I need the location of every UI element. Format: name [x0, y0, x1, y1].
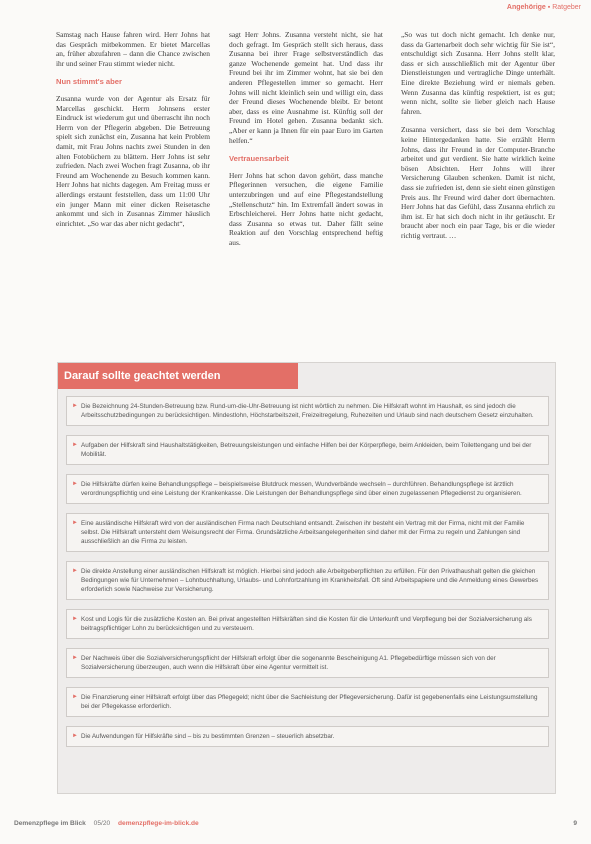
- bullet-arrow-icon: ►: [72, 520, 78, 526]
- info-box-item-text: Kost und Logis für die zusätzliche Kosten an. Bei privat angestellten Hilfskräften sind die Kosten für die Unterkunft und Verpflegung bei der Sozialversicherung als beitragspflichtiger Lohn zu berücksichtigen und zu versteuern.: [81, 616, 532, 632]
- info-box-item: [66, 726, 549, 747]
- bullet-arrow-icon: ►: [72, 694, 78, 700]
- bullet-arrow-icon: ►: [72, 733, 78, 739]
- header-separator: ▪: [547, 4, 553, 11]
- info-box-item-text: Eine ausländische Hilfskraft wird von der ausländischen Firma nach Deutschland entsandt. Zwischen ihr besteht ein Vertrag mit der Firma, nicht mit der Familie selbst. Die Hilfskraft untersteht dem Weisungsrecht der Firma. Grundsätzliche Arbeitsangelegenheiten sind daher mit der Firma zu regeln und Zahlungen sind ausschließlich an die Firma zu leisten.: [81, 520, 525, 545]
- info-box-list: [58, 396, 557, 756]
- article-column-1: [56, 30, 210, 345]
- info-box-item-text: Die Aufwendungen für Hilfskräfte sind – bis zu bestimmten Grenzen – steuerlich absetzbar.: [81, 733, 335, 740]
- info-box-item: [66, 648, 549, 678]
- bullet-arrow-icon: ►: [72, 481, 78, 487]
- footer-website-link[interactable]: demenzpflege-im-blick.de: [118, 820, 199, 827]
- paragraph: Herr Johns hat schon davon gehört, dass manche Pflegerinnen versuchen, die eigene Familie unterzubringen und auf eine Pflegestandstellung „Stellenschutz“ hin. Im Extremfall ändert sowas in Erbschleicherei. Herr Johns hatte nicht gedacht, dass Zusanna so etwas tut. Daher fällt seine Reaktion auf den Vorschlag entsprechend heftig aus.: [229, 170, 383, 247]
- bullet-arrow-icon: ►: [72, 616, 78, 622]
- paragraph: sagt Herr Johns. Zusanna versteht nicht, sie hat doch gefragt. Im Gespräch stellt sich heraus, dass Zusanna bei ihrer Frage selbstverständlich das ganze Wochenende gemeint hat. Und dass ihr Freund bei ihr im Zimmer wohnt, hat sie bei den anderen Pflegestellen immer so gemacht. Herr Johns will nicht kleinlich sein und willigt ein, dass der Freund dieses Wochenende bleibt. Er betont aber, dass es eine Ausnahme ist. Künftig soll der Freund im Hotel gehen. Zusanna bedankt sich. „Aber er kann ja Ihnen für ein paar Euro im Garten helfen.“: [229, 30, 383, 145]
- bullet-arrow-icon: ►: [72, 442, 78, 448]
- footer-issue: 05/20: [93, 820, 111, 827]
- paragraph: Zusanna wurde von der Agentur als Ersatz für Marcellas geschickt. Herrn Johnsens erster Eindruck ist wiederum gut und überrascht ihn noch Herrn von der Pflegerin abgeben. Die Betreuung spielt sich zunächst ein, Zusanna hat kein Problem damit, mit Frau Johns nachts zwei Stunden in den alten Fotobüchern zu blättern. Herr Johns ist sehr zufrieden. Nach zwei Wochen fragt Zusanna, ob ihr Freund am Wochenende zu Besuch kommen kann. Herr Johns hat nichts dagegen. Am Freitag muss er allerdings erstaunt feststellen, dass um 11:00 Uhr ein junger Mann mit einer dicken Reisetasche ankommt und sich in Zusannas Zimmer häuslich einrichtet. „So war das aber nicht gedacht“,: [56, 93, 210, 228]
- footer-publication: Demenzpflege im Blick: [14, 820, 86, 827]
- info-box-item-text: Die Bezeichnung 24-Stunden-Betreuung bzw. Rund-um-die-Uhr-Betreuung ist nicht wörtlich zu nehmen. Die Hilfskraft wohnt im Haushalt, es sind jedoch die Arbeitsschutzbedingungen zu berücksichtigen. Mindestlohn, Höchstarbeitszeit, Freizeitregelung, Ruhezeiten und Urlaub sind nach deutschem Gesetz einzuhalten.: [81, 403, 534, 419]
- info-box-item-text: Die Hilfskräfte dürfen keine Behandlungspflege – beispielsweise Blutdruck messen, Wundverbände wechseln – durchführen. Behandlungspflege ist ärztlich verordnungspflichtig und eine Leistung der Krankenkasse. Die Leistungen der Behandlungspflege sind über einen zugelassenen Pflegedienst zu organisieren.: [81, 481, 522, 497]
- section-header: [507, 4, 581, 11]
- page-number: 9: [573, 820, 577, 827]
- info-box-item: [66, 609, 549, 639]
- article-columns: [56, 30, 556, 345]
- bullet-arrow-icon: ►: [72, 403, 78, 409]
- bullet-arrow-icon: ►: [72, 568, 78, 574]
- info-box-item: [66, 561, 549, 600]
- header-subsection: Ratgeber: [552, 4, 581, 11]
- bullet-arrow-icon: ►: [72, 655, 78, 661]
- info-box-item: [66, 687, 549, 717]
- paragraph: „So was tut doch nicht gemacht. Ich denke nur, dass da Gartenarbeit doch sehr wichtig für Sie ist“, entschuldigt sich Zusanna. Herr Johns stellt klar, dass er sich ausschließlich mit der Agentur über Dienstleistungen und vertragliche Dinge unterhält. Eine direkte Beziehung wird er niemals geben. Wenn Zusanna das künftig respektiert, ist es gut; wenn nicht, sollte sie lieber gleich nach Hause fahren.: [401, 30, 555, 116]
- article-column-2: [229, 30, 383, 345]
- info-box-item: [66, 396, 549, 426]
- info-box-item: [66, 435, 549, 465]
- paragraph: Samstag nach Hause fahren wird. Herr Johns hat das Gespräch mitbekommen. Er bietet Marcellas an, früher abzufahren – dann die Chance zwischen ihr und seiner Frau stimmt wieder nicht.: [56, 30, 210, 68]
- info-box-item-text: Die Finanzierung einer Hilfskraft erfolgt über das Pflegegeld; nicht über die Sachleistung der Pflegeversicherung. Dafür ist gegebenenfalls eine Leistungsumstellung bei der Pflegekasse erforderlich.: [81, 694, 538, 710]
- info-box-title: Darauf sollte geachtet werden: [58, 363, 298, 389]
- info-box-item-text: Der Nachweis über die Sozialversicherungspflicht der Hilfskraft erfolgt über die sogenannte Bescheinigung A1. Pflegebedürftige müssen sich von der Sozialversicherung überzeugen, auch wenn die Hilfskraft über eine Agentur vermittelt ist.: [81, 655, 496, 671]
- subheading: Vertrauensarbeit: [229, 154, 289, 164]
- info-box-item: [66, 513, 549, 552]
- info-box-item-text: Die direkte Anstellung einer ausländischen Hilfskraft ist möglich. Hierbei sind jedoch alle Arbeitgeberpflichten zu erfüllen. Für den Privathaushalt gelten die gleichen Bedingungen wie für Unternehmen – Lohnbuchhaltung, Urlaubs- und Lohnfortzahlung im Krankheitsfall. Oft sind Arbeitspapiere und die Anmeldung eines Gewerbes erforderlich sowie Nachweise zur Versicherung.: [81, 568, 539, 593]
- info-box-item: [66, 474, 549, 504]
- article-column-3: [401, 30, 555, 345]
- page-footer: [14, 820, 577, 827]
- info-box: [57, 362, 556, 794]
- paragraph: Zusanna versichert, dass sie bei dem Vorschlag keine Hintergedanken hatte. Sie erzählt Herrn Johns, dass ihr Freund in der Computer-Branche arbeitet und gut verdient. Sie hatte wirklich keine bösen Absichten. Herr Johns will ihrer Versicherung Glauben schenken. Damit ist nicht, dass sie zufrieden ist, denn sie sieht einen günstigen Preis aus. Ihr Freund wird daher dort übernachten. Herr Johns hat das Gefühl, dass Zusanna ehrlich zu ihm ist. Er hat sich doch nicht in ihr getäuscht. Er braucht aber noch ein paar Tage, bis er die wieder richtig vertraut. …: [401, 125, 555, 240]
- info-box-item-text: Aufgaben der Hilfskraft sind Haushaltstätigkeiten, Betreuungsleistungen und einfache Hilfen bei der Körperpflege, beim Ankleiden, beim Toilettengang und bei der Mobilität.: [81, 442, 532, 458]
- subheading: Nun stimmt's aber: [56, 77, 122, 87]
- header-section: Angehörige: [506, 4, 546, 11]
